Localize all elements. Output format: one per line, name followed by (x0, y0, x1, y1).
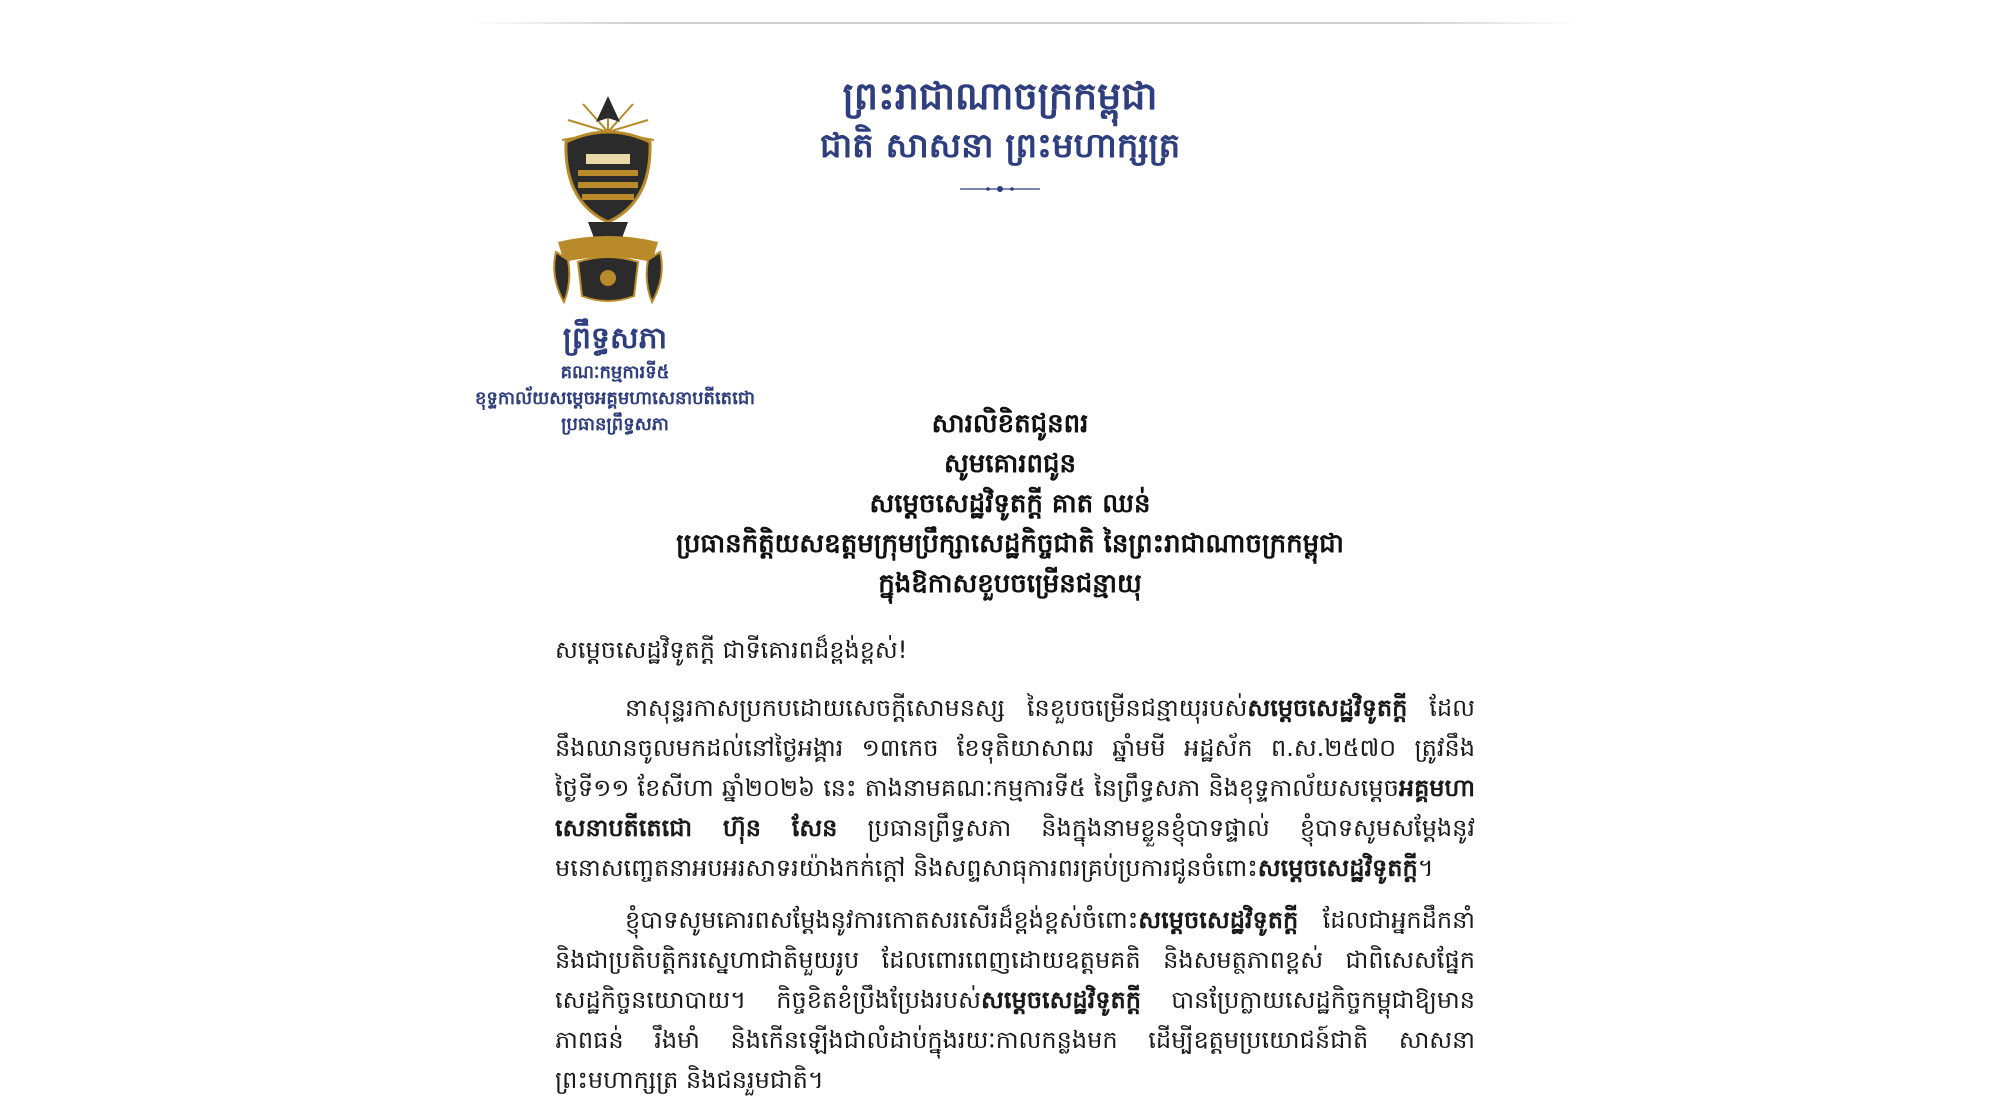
kingdom-heading (800, 70, 1200, 194)
title-line-1: សារលិខិតជូនពរ (931, 409, 1089, 439)
top-rule (470, 22, 1580, 24)
body-paragraph-2 (555, 900, 1475, 1100)
divider-ornament-icon (960, 184, 1040, 194)
para2-text-2: ដែលជាអ្នកដឹកនាំ និងជាប្រតិបត្តិករស្នេហាជាតិមួយរូប ដែលពោរពេញដោយឧត្តមគតិ និងសមត្ថភាពខ្ពស់ ជាពិសេសផ្នែកសេដ្ឋកិច្ចនយោបាយ។ កិច្ចខិតខំប្រឹងប្រែងរបស់ (555, 906, 1475, 1014)
para2-text-3: បានប្រែក្លាយសេដ្ឋកិច្ចកម្ពុជាឱ្យមានភាពធន់ រឹងមាំ និងកើនឡើងជាលំដាប់ក្នុងរយៈកាលកន្លងមក ដើម្បីឧត្តមប្រយោជន៍ជាតិ សាសនា ព្រះមហាក្សត្រ និងជនរួមជាតិ។ (555, 986, 1475, 1094)
para1-bold-3: សម្តេចសេដ្ឋវិទូតក្តី (1257, 854, 1418, 882)
senate-name: ព្រឹទ្ធសភា (562, 321, 668, 356)
para1-bold-1: សម្តេចសេដ្ឋវិទូតក្តី (1247, 694, 1408, 722)
para2-bold-1: សម្តេចសេដ្ឋវិទូតក្តី (1138, 906, 1299, 934)
president-title: ប្រធានព្រឹទ្ធសភា (561, 414, 669, 435)
cabinet-name: ខុទ្ទកាល័យសម្តេចអគ្គមហាសេនាបតីតេជោ (475, 388, 755, 409)
salutation: សម្តេចសេដ្ឋវិទូតក្តី ជាទីគោរពដ៏ខ្ពង់ខ្ពស់! (555, 636, 908, 664)
committee-name: គណៈកម្មការទី៥ (560, 362, 670, 383)
body-paragraph-1 (555, 688, 1475, 888)
para1-text-4: ។ (1417, 854, 1434, 882)
kingdom-name: ព្រះរាជាណាចក្រកម្ពុជា (842, 74, 1158, 118)
para1-text-1: នាសុន្ទរកាសប្រកបដោយសេចក្តីសោមនស្ស នៃខួបចម្រើនជន្មាយុរបស់ (625, 694, 1248, 722)
royal-coat-of-arms-icon (548, 92, 668, 312)
title-line-5: ក្នុងឱកាសខួបចម្រើនជន្មាយុ (878, 569, 1142, 599)
title-line-2: សូមគោរពជូន (943, 449, 1077, 479)
national-motto: ជាតិ សាសនា ព្រះមហាក្សត្រ (819, 126, 1181, 166)
letter-title (560, 404, 1460, 604)
para2-bold-2: សម្តេចសេដ្ឋវិទូតក្តី (981, 986, 1141, 1014)
title-line-4: ប្រធានកិត្តិយសឧត្តមក្រុមប្រឹក្សាសេដ្ឋកិច្ចជាតិ នៃព្រះរាជាណាចក្រកម្ពុជា (676, 529, 1344, 559)
para1-bold-2: អគ្គមហាសេនាបតីតេជោ ហ៊ុន សែន (555, 774, 1475, 842)
para1-text-3: ប្រធានព្រឹទ្ធសភា និងក្នុងនាមខ្លួនខ្ញុំបាទផ្ទាល់ ខ្ញុំបាទសូមសម្តែងនូវមនោសញ្ចេតនាអបអរសាទរយ៉ាងកក់ក្តៅ និងសព្ទសាធុការពរគ្រប់ប្រការជូនចំពោះ (555, 814, 1476, 882)
title-line-3: សម្តេចសេដ្ឋវិទូតក្តី គាត ឈន់ (869, 489, 1151, 519)
para2-text-1: ខ្ញុំបាទសូមគោរពសម្តែងនូវការកោតសរសើរដ៏ខ្ពង់ខ្ពស់ចំពោះ (625, 906, 1139, 934)
para1-text-2: ដែលនឹងឈានចូលមកដល់នៅថ្ងៃអង្គារ ១៣កេច ខែទុតិយាសាឍ ឆ្នាំមមី អដ្ឋស័ក ព.ស.២៥៧០ ត្រូវនឹងថ្ងៃទី១១ ខែសីហា ឆ្នាំ២០២៦ នេះ តាងនាមគណៈកម្មការទី៥ នៃព្រឹទ្ធសភា និងខុទ្ទកាល័យសម្តេច (555, 694, 1475, 802)
